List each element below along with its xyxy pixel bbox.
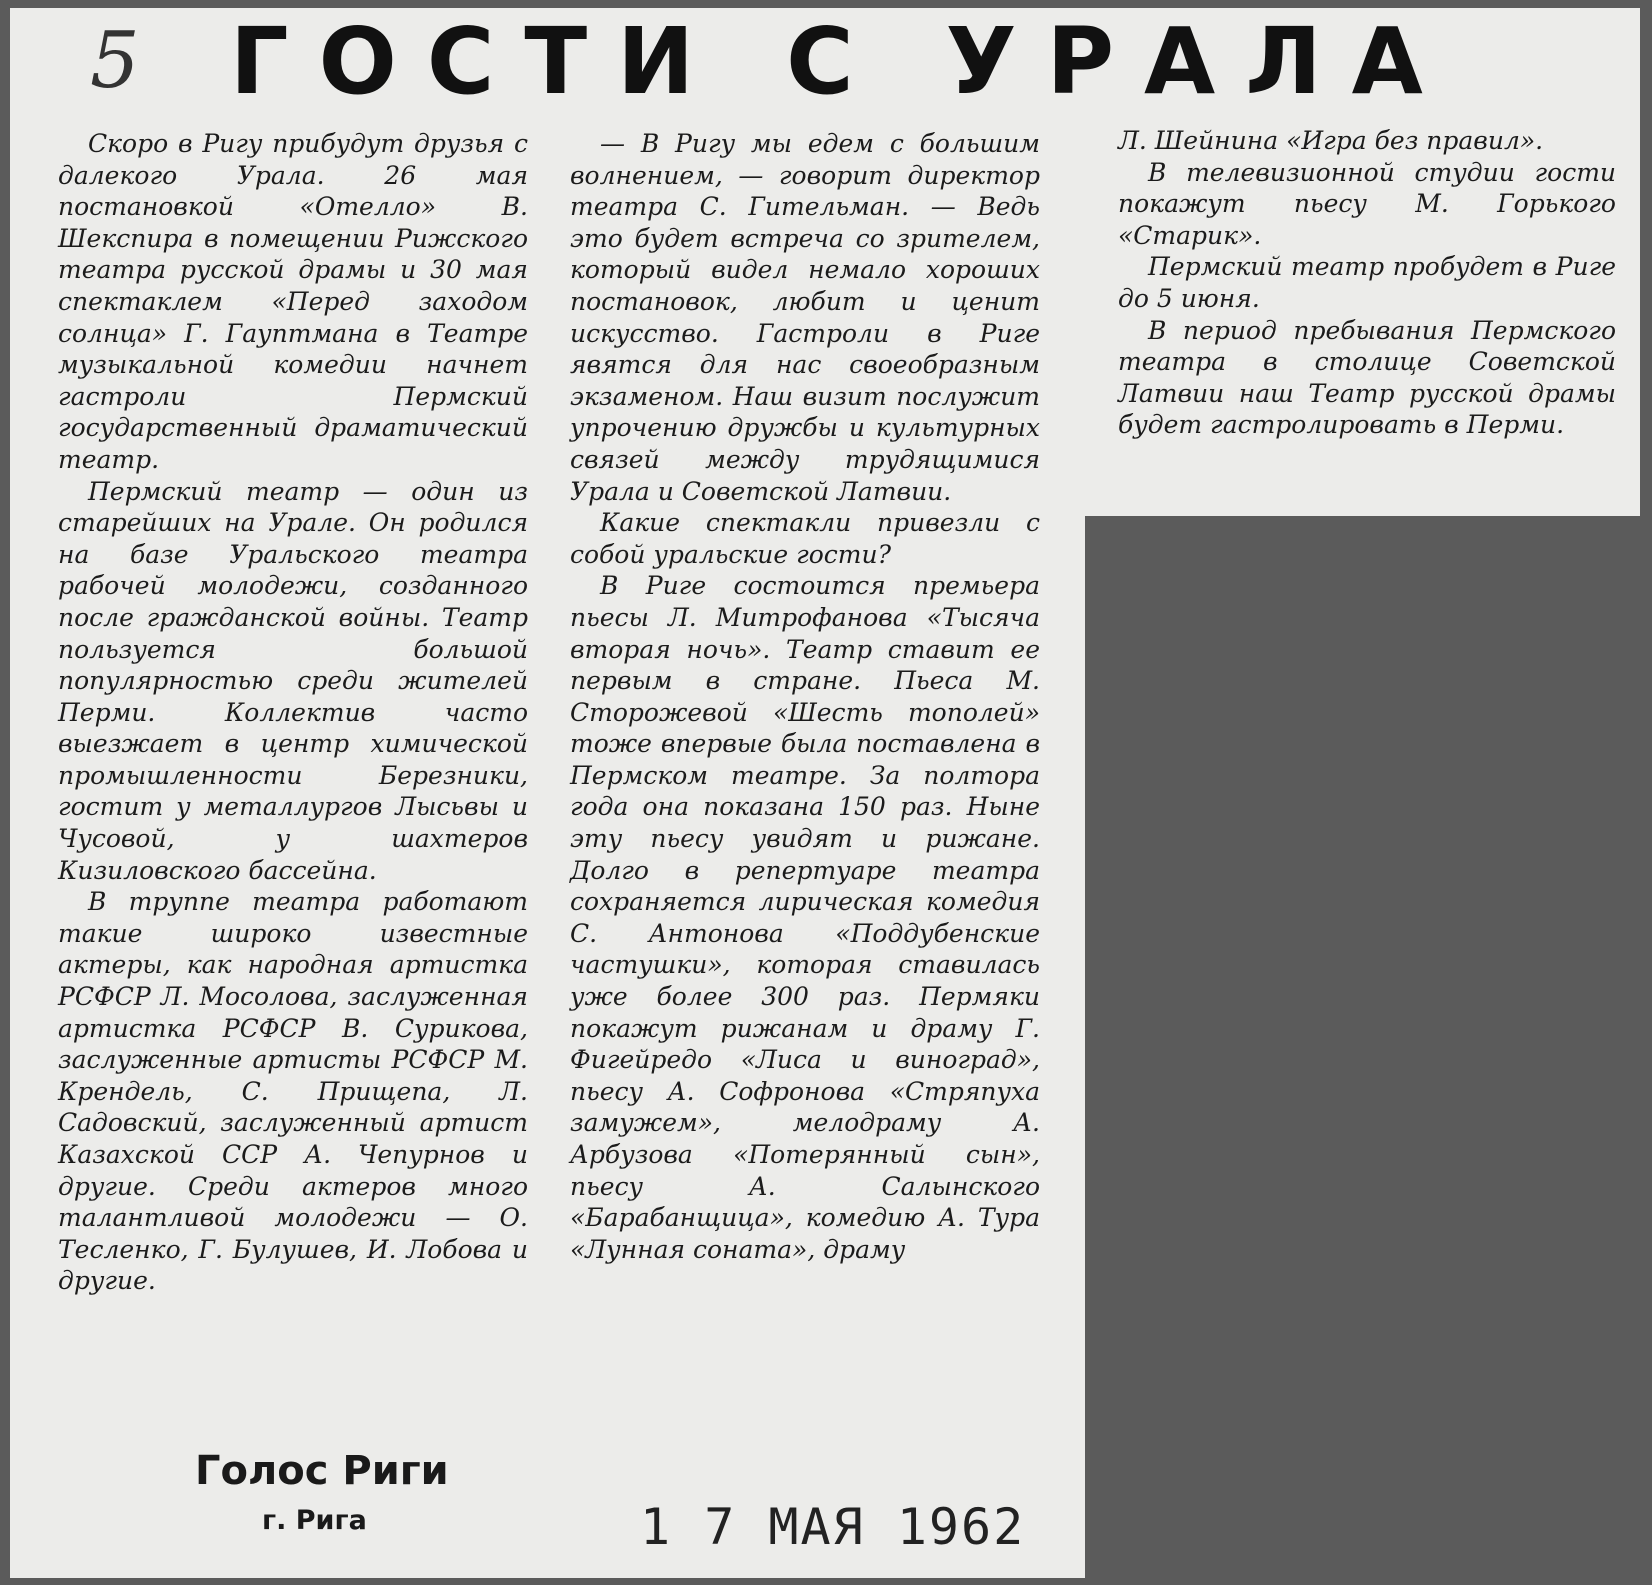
paragraph: В труппе театра работают такие широко известные актеры, как народная артистка РСФСР Л. Мосолова, заслуженная артистка РСФСР В. Сурикова, заслуженные артисты РСФСР М. Крендель, С. Прищепа, Л. Садовский, заслуженный артист Казахской ССР А. Чепурнов и другие. Среди актеров много талантливой молодежи — О. Тесленко, Г. Булушев, И. Лобова и другие. <box>58 887 528 1296</box>
newspaper-name: Голос Риги <box>195 1448 449 1494</box>
paragraph: Какие спектакли привезли с собой уральские гости? <box>570 508 1040 569</box>
paragraph: Л. Шейнина «Игра без правил». <box>1118 126 1544 155</box>
paragraph: В Риге состоится премьера пьесы Л. Митрофанова «Тысяча вторая ночь». Театр ставит ее первым в стране. Пьеса М. Сторожевой «Шесть тополей» тоже впервые была поставлена в Пермском театре. За полтора года она показана 150 раз. Ныне эту пьесу увидят и рижане. Долго в репертуаре театра сохраняется лирическая комедия С. Антонова «Поддубенские частушки», которая ставилась уже более 300 раз. Пермяки покажут рижанам и драму Г. Фигейредо «Лиса и виноград», пьесу А. Софронова «Стряпуха замужем», мелодраму А. Арбузова «Потерянный сын», пьесу А. Салынского «Барабанщица», комедию А. Тура «Лунная соната», драму <box>570 571 1040 1264</box>
newspaper-city: г. Рига <box>262 1505 367 1536</box>
article-column-1 <box>58 128 528 1297</box>
article-column-2 <box>570 128 1040 1265</box>
paragraph: В телевизионной студии гости покажут пьесу М. Горького «Старик». <box>1118 157 1616 250</box>
paragraph: Пермский театр — один из старейших на Урале. Он родился на базе Уральского театра рабочей молодежи, созданного после гражданской войны. Театр пользуется большой популярностью среди жителей Перми. Коллектив часто выезжает в центр химической промышленности Березники, гостит у металлургов Лысьвы и Чусовой, у шахтеров Кизиловского бассейна. <box>58 476 528 885</box>
handwritten-mark: 5 <box>90 16 140 106</box>
article-headline: ГОСТИ С УРАЛА <box>230 8 1453 115</box>
paragraph: Скоро в Ригу прибудут друзья с далекого Урала. 26 мая постановкой «Отелло» В. Шекспира в помещении Рижского театра русской драмы и 30 мая спектаклем «Перед заходом солнца» Г. Гауптмана в Театре музыкальной комедии начнет гастроли Пермский государственный драматический театр. <box>58 129 528 474</box>
paragraph: — В Ригу мы едем с большим волнением, — говорит директор театра С. Гительман. — Ведь это будет встреча со зрителем, который видел немало хороших постановок, любит и ценит искусство. Гастроли в Риге явятся для нас своеобразным экзаменом. Наш визит послужит упрочению дружбы и культурных связей между трудящимися Урала и Советской Латвии. <box>570 129 1040 506</box>
article-column-3 <box>1118 125 1616 441</box>
paragraph: В период пребывания Пермского театра в столице Советской Латвии наш Театр русской драмы будет гастролировать в Перми. <box>1118 315 1616 440</box>
paragraph: Пермский театр пробудет в Риге до 5 июня. <box>1118 252 1616 313</box>
date-stamp: 1 7 МАЯ 1962 <box>640 1498 1026 1556</box>
